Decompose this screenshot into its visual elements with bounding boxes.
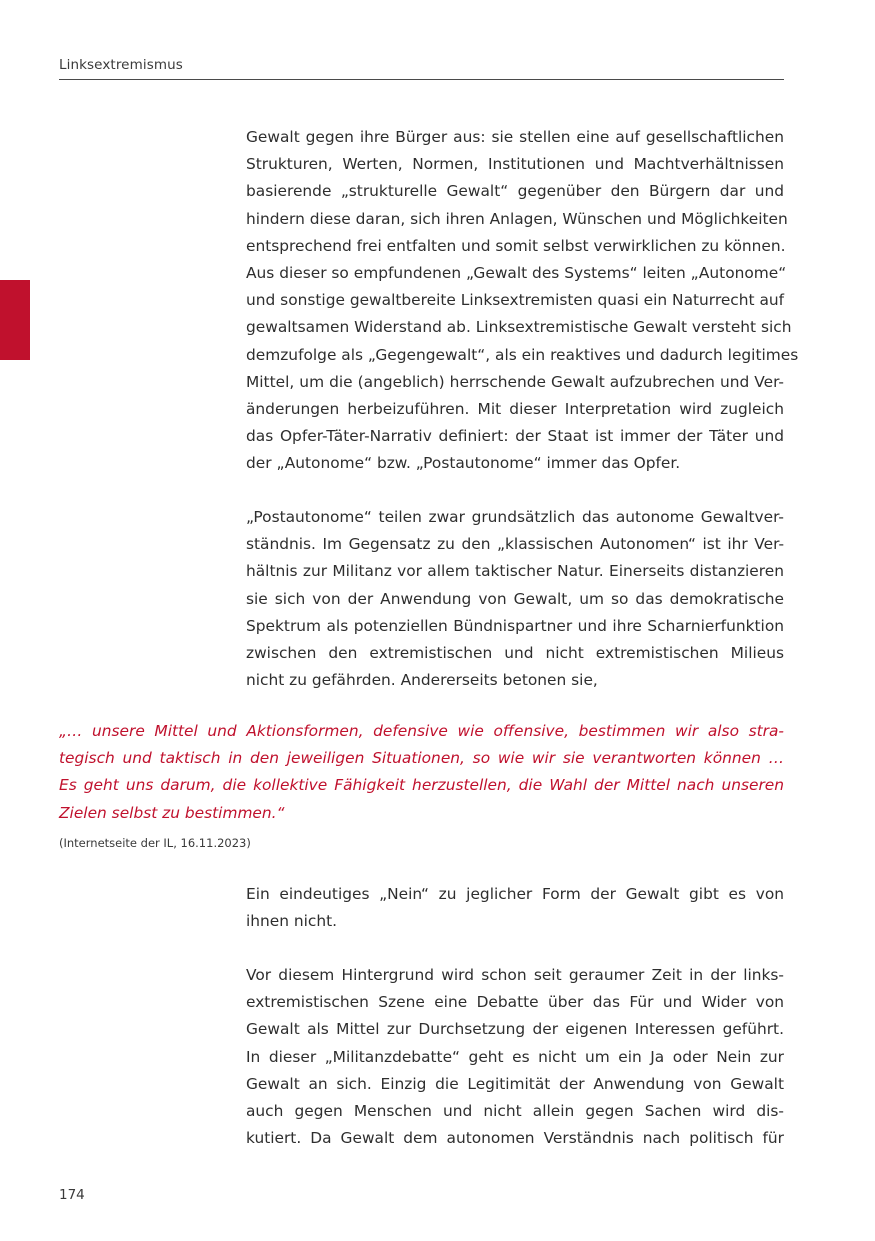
header-rule [59,79,784,80]
paragraph-line: hältnis zur Militanz vor allem taktischer Natur. Einerseits distanzieren [246,562,784,581]
paragraph-line: ihnen nicht. [246,912,338,931]
chapter-side-tab [0,280,30,360]
paragraph-line: extremistischen Szene eine Debatte über das Für und Wider von [246,993,784,1012]
paragraph-line: Gewalt an sich. Einzig die Legitimität der Anwendung von Gewalt [246,1074,784,1093]
paragraph-3 [246,881,784,935]
paragraph-2 [246,504,784,694]
paragraph-line: ständnis. Im Gegensatz zu den „klassischen Autonomen“ ist ihr Ver- [246,535,784,554]
paragraph-line: Gewalt gegen ihre Bürger aus: sie stellen eine auf gesellschaftlichen [246,128,784,146]
paragraph-line: Vor diesem Hintergrund wird schon seit geraumer Zeit in der links- [246,966,784,984]
quote-line: Zielen selbst zu bestimmen.“ [59,803,285,822]
paragraph-line: Strukturen, Werten, Normen, Institutionen und Machtverhältnissen [246,155,784,174]
page-number: 174 [59,1187,85,1203]
paragraph-line: entsprechend frei entfalten und somit selbst verwirklichen zu können. [246,236,786,255]
paragraph-line: Ein eindeutiges „Nein“ zu jeglicher Form der Gewalt gibt es von [246,885,784,903]
paragraph-line: änderungen herbeizuführen. Mit dieser Interpretation wird zugleich [246,400,784,419]
paragraph-line: In dieser „Militanzdebatte“ geht es nicht um ein Ja oder Nein zur [246,1047,784,1066]
paragraph-line: das Opfer-Täter-Narrativ definiert: der Staat ist immer der Täter und [246,427,784,446]
paragraph-4 [246,962,784,1152]
paragraph-line: auch gegen Menschen und nicht allein gegen Sachen wird dis- [246,1102,784,1121]
paragraph-line: Mittel, um die (angeblich) herrschende Gewalt aufzubrechen und Ver- [246,372,784,391]
running-header: Linksextremismus [59,57,183,73]
quote-line: „… unsere Mittel und Aktionsformen, defensive wie offensive, bestimmen wir also stra- [59,722,784,740]
paragraph-line: hindern diese daran, sich ihren Anlagen, Wünschen und Möglichkeiten [246,209,788,228]
paragraph-1 [246,124,799,478]
quote-line: tegisch und taktisch in den jeweiligen Situationen, so wie wir sie verantworten können … [59,749,784,768]
paragraph-line: Gewalt als Mittel zur Durchsetzung der eigenen Interessen geführt. [246,1020,784,1039]
paragraph-line: gewaltsamen Widerstand ab. Linksextremistische Gewalt versteht sich [246,318,792,337]
paragraph-line: sie sich von der Anwendung von Gewalt, um so das demokratische [246,589,784,608]
paragraph-line: Spektrum als potenziellen Bündnispartner und ihre Scharnierfunktion [246,616,784,635]
paragraph-line: „Postautonome“ teilen zwar grundsätzlich das autonome Gewaltver- [246,508,784,526]
paragraph-line: demzufolge als „Gegengewalt“, als ein reaktives und dadurch legitimes [246,345,799,364]
paragraph-line: kutiert. Da Gewalt dem autonomen Verständnis nach politisch für [246,1129,784,1148]
block-quote [59,718,784,827]
paragraph-line: der „Autonome“ bzw. „Postautonome“ immer das Opfer. [246,454,681,473]
paragraph-line: zwischen den extremistischen und nicht extremistischen Milieus [246,644,784,663]
quote-line: Es geht uns darum, die kollektive Fähigkeit herzustellen, die Wahl der Mittel nach unseren [59,776,784,795]
paragraph-line: und sonstige gewaltbereite Linksextremisten quasi ein Naturrecht auf [246,291,785,310]
paragraph-line: basierende „strukturelle Gewalt“ gegenüber den Bürgern dar und [246,182,784,201]
quote-source: (Internetseite der IL, 16.11.2023) [59,836,251,850]
paragraph-line: nicht zu gefährden. Andererseits betonen sie, [246,671,598,690]
paragraph-line: Aus dieser so empfundenen „Gewalt des Systems“ leiten „Autonome“ [246,264,787,283]
